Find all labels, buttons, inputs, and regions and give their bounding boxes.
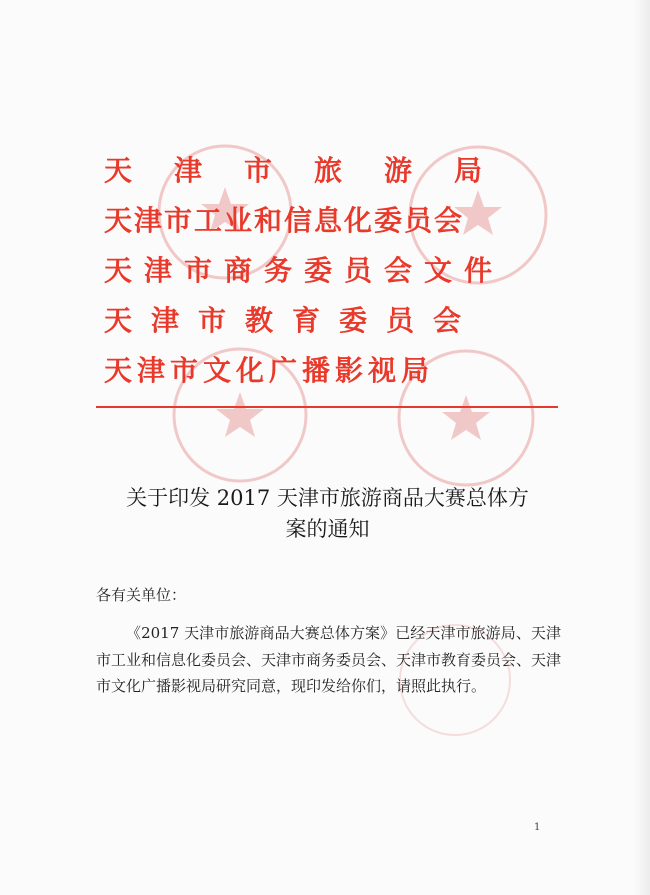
document-title-line-2: 案的通知: [285, 517, 370, 541]
page-edge-shadow: [634, 0, 650, 895]
issuer-education-commission: 天津市教育委员会: [104, 304, 481, 337]
salutation: 各有关单位：: [96, 586, 187, 604]
body-paragraph: 《2017 天津市旅游商品大赛总体方案》已经天津市旅游局、天津市工业和信息化委员会、天津市商务委员会、天津市教育委员会、天津市文化广播影视局研究同意，现印发给你们，请照此执行。: [96, 624, 562, 695]
issuer-culture-bureau: 天津市文化广播影视局: [104, 354, 435, 387]
star-icon: [442, 395, 490, 440]
issuer-tourism-bureau: 天津市旅游局: [104, 154, 525, 187]
document-title: [90, 483, 565, 545]
issuer-commerce-commission: 天津市商务委员会文件: [104, 254, 505, 287]
issuer-industry-commission: 天津市工业和信息化委员会: [104, 204, 465, 237]
red-separator-line: [96, 406, 558, 408]
page-number: 1: [534, 822, 541, 833]
document-title-line-1: 关于印发 2017 天津市旅游商品大赛总体方: [126, 486, 529, 510]
issuing-authorities-header: [104, 146, 574, 396]
star-icon: [216, 392, 264, 437]
